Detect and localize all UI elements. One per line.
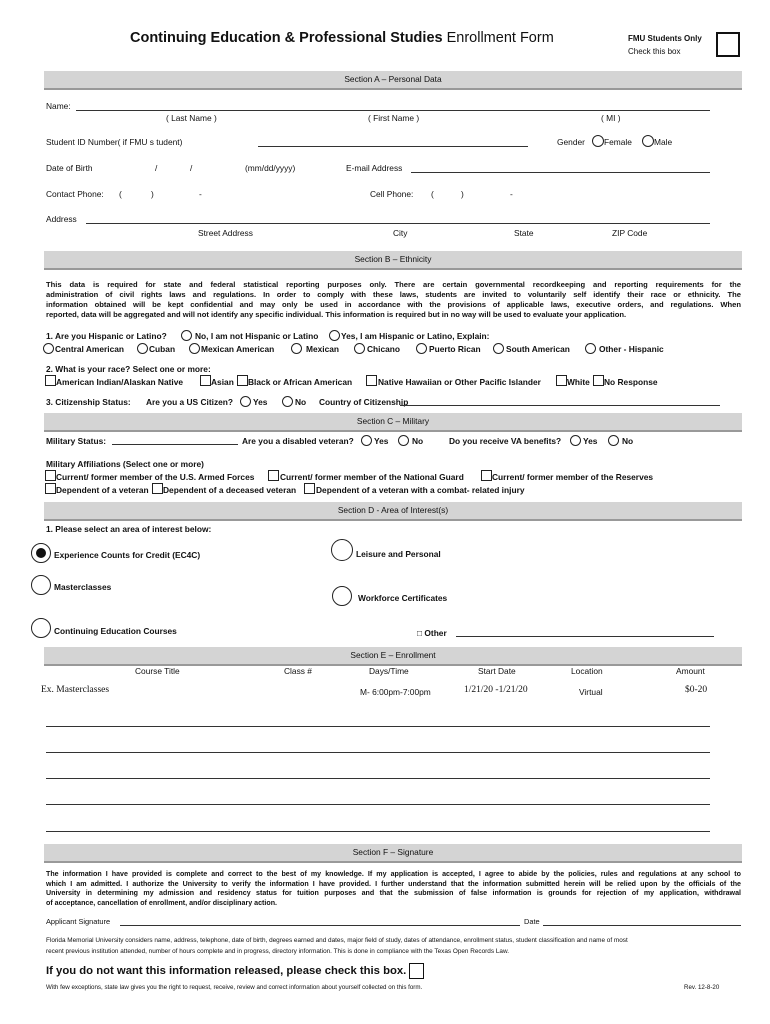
section-f-header: Section F – Signature bbox=[44, 844, 742, 863]
leisure-label: Leisure and Personal bbox=[356, 549, 441, 559]
armed-forces-label: Current/ former member of the U.S. Armed Forces bbox=[56, 472, 255, 482]
example-course-title: Ex. Masterclasses bbox=[41, 685, 110, 695]
mexican-label: Mexican bbox=[306, 344, 340, 354]
american-indian-checkbox[interactable] bbox=[45, 375, 56, 386]
veteran-no-label: No bbox=[412, 436, 424, 446]
col-location: Location bbox=[571, 666, 603, 676]
ec4c-label: Experience Counts for Credit (EC4C) bbox=[54, 550, 201, 560]
cell-phone-paren-open: ( bbox=[431, 189, 434, 199]
military-status-field[interactable] bbox=[112, 444, 238, 445]
native-hawaiian-label: Native Hawaiian or Other Pacific Islander bbox=[378, 377, 541, 387]
form-title-main: Continuing Education & Professional Studies bbox=[130, 30, 443, 46]
section-a-header: Section A – Personal Data bbox=[44, 71, 742, 90]
section-c-header: Section C – Military bbox=[44, 413, 742, 432]
directory-info-line-1: Florida Memorial University considers name, address, telephone, date of birth, degrees earned and dates, major field of study, dates of attendance, enrollment status, student classification and name of most bbox=[46, 937, 628, 944]
directory-info-line-2: recent previous institution attended, number of hours complete and in progress, directory information. This is done in compliance with the Texas Open Records Law. bbox=[46, 947, 509, 955]
veteran-yes-label: Yes bbox=[374, 436, 389, 446]
student-id-label: Student ID Number( if FMU s tudent) bbox=[46, 137, 183, 147]
last-name-caption: ( Last Name ) bbox=[166, 113, 217, 123]
asian-label: Asian bbox=[211, 377, 234, 387]
white-label: White bbox=[567, 377, 590, 387]
example-location: Virtual bbox=[579, 687, 603, 697]
chicano-radio[interactable] bbox=[354, 343, 365, 354]
continuing-ed-radio[interactable] bbox=[31, 618, 51, 638]
dependent-combat-label: Dependent of a veteran with a combat- related injury bbox=[316, 485, 525, 495]
dob-separator-2: / bbox=[190, 163, 193, 173]
col-class-number: Class # bbox=[284, 666, 312, 676]
example-start-date: 1/21/20 -1/21/20 bbox=[464, 685, 528, 695]
dependent-combat-checkbox[interactable] bbox=[304, 483, 315, 494]
veteran-yes-radio[interactable] bbox=[361, 435, 372, 446]
dependent-deceased-checkbox[interactable] bbox=[152, 483, 163, 494]
section-e-header: Section E – Enrollment bbox=[44, 647, 742, 666]
section-b-header: Section B – Ethnicity bbox=[44, 251, 742, 270]
workforce-label: Workforce Certificates bbox=[358, 593, 448, 603]
cell-phone-label: Cell Phone: bbox=[370, 189, 414, 199]
chicano-label: Chicano bbox=[367, 344, 401, 354]
citizen-no-label: No bbox=[295, 397, 307, 407]
south-american-radio[interactable] bbox=[493, 343, 504, 354]
ethnicity-intro-line-4: reported, data will be aggregated and will not identify any specific individual. This information is required but in no way will be used to evaluate your application. bbox=[46, 310, 627, 319]
black-checkbox[interactable] bbox=[237, 375, 248, 386]
interest-prompt: 1. Please select an area of interest below: bbox=[46, 524, 212, 534]
citizen-yes-radio[interactable] bbox=[240, 396, 251, 407]
male-radio[interactable] bbox=[642, 135, 654, 147]
first-name-caption: ( First Name ) bbox=[368, 113, 420, 123]
rights-text: With few exceptions, state law gives you the right to request, receive, review and correct information about yourself collected on this form. bbox=[46, 984, 423, 991]
va-yes-radio[interactable] bbox=[570, 435, 581, 446]
city-caption: City bbox=[393, 228, 408, 238]
citizen-yes-label: Yes bbox=[253, 397, 268, 407]
form-title bbox=[130, 30, 554, 46]
example-days-time: M- 6:00pm-7:00pm bbox=[360, 687, 431, 697]
other-hispanic-label: Other - Hispanic bbox=[599, 344, 664, 354]
asian-checkbox[interactable] bbox=[200, 375, 211, 386]
other-hispanic-radio[interactable] bbox=[585, 343, 596, 354]
mi-caption: ( MI ) bbox=[601, 113, 621, 123]
puerto-rican-radio[interactable] bbox=[416, 343, 427, 354]
email-label: E-mail Address bbox=[346, 163, 403, 173]
enrollment-row-5[interactable] bbox=[46, 831, 710, 832]
applicant-signature-label: Applicant Signature bbox=[46, 917, 111, 926]
email-field[interactable] bbox=[411, 172, 710, 173]
va-benefits-question: Do you receive VA benefits? bbox=[449, 436, 562, 446]
signature-statement-line-2: which I am admitted. I authorize the University to verify the information I have provided. I further understand that the information submitted herein will be relied upon by the officials of the bbox=[46, 879, 741, 888]
masterclasses-radio[interactable] bbox=[31, 575, 51, 595]
disabled-veteran-question: Are you a disabled veteran? bbox=[242, 436, 354, 446]
armed-forces-checkbox[interactable] bbox=[45, 470, 56, 481]
dependent-veteran-label: Dependent of a veteran bbox=[56, 485, 149, 495]
student-id-field[interactable] bbox=[258, 146, 528, 147]
country-field[interactable] bbox=[400, 405, 720, 406]
col-days-time: Days/Time bbox=[369, 666, 409, 676]
contact-phone-dash: - bbox=[199, 189, 202, 199]
not-hispanic-label: No, I am not Hispanic or Latino bbox=[195, 331, 319, 341]
enrollment-row-1[interactable] bbox=[46, 726, 710, 727]
native-hawaiian-checkbox[interactable] bbox=[366, 375, 377, 386]
cuban-label: Cuban bbox=[149, 344, 176, 354]
gender-label: Gender bbox=[557, 137, 585, 147]
contact-phone-label: Contact Phone: bbox=[46, 189, 104, 199]
zip-caption: ZIP Code bbox=[612, 228, 648, 238]
central-american-label: Central American bbox=[55, 344, 125, 354]
dependent-veteran-checkbox[interactable] bbox=[45, 483, 56, 494]
mexican-american-label: Mexican American bbox=[201, 344, 275, 354]
street-caption: Street Address bbox=[198, 228, 253, 238]
no-response-label: No Response bbox=[604, 377, 658, 387]
cell-phone-paren-close: ) bbox=[461, 189, 464, 199]
reserves-label: Current/ former member of the Reserves bbox=[492, 472, 654, 482]
applicant-signature-field[interactable] bbox=[120, 925, 520, 926]
american-indian-label: American Indian/Alaskan Native bbox=[56, 377, 184, 387]
other-interest-label: □ Other bbox=[417, 628, 447, 638]
female-radio[interactable] bbox=[592, 135, 604, 147]
male-label: Male bbox=[654, 137, 673, 147]
not-hispanic-radio[interactable] bbox=[181, 330, 192, 341]
ethnicity-intro-line-1: This data is required for state and federal statistical reporting purposes only. There are certain governmental recordkeeping and reporting requirements for the bbox=[46, 280, 741, 289]
name-field[interactable] bbox=[76, 110, 710, 111]
hispanic-yes-radio[interactable] bbox=[329, 330, 340, 341]
national-guard-checkbox[interactable] bbox=[268, 470, 279, 481]
col-amount: Amount bbox=[676, 666, 705, 676]
hispanic-yes-label: Yes, I am Hispanic or Latino, Explain: bbox=[341, 331, 490, 341]
cell-phone-dash: - bbox=[510, 189, 513, 199]
other-interest-field[interactable] bbox=[456, 636, 714, 637]
military-status-label: Military Status: bbox=[46, 436, 107, 446]
citizenship-label: 3. Citizenship Status: bbox=[46, 397, 131, 407]
fmu-students-label: FMU Students Only bbox=[628, 34, 702, 43]
signature-date-label: Date bbox=[524, 917, 540, 926]
dob-label: Date of Birth bbox=[46, 163, 93, 173]
va-no-label: No bbox=[622, 436, 634, 446]
continuing-ed-label: Continuing Education Courses bbox=[54, 626, 177, 636]
ec4c-selected-dot bbox=[36, 548, 46, 558]
form-title-suffix: Enrollment Form bbox=[442, 30, 554, 46]
section-d-header: Section D - Area of Interest(s) bbox=[44, 502, 742, 521]
ethnicity-intro-line-3: information obtained will be kept confidential and may only be used in accordance with the provisions of applicable laws, executive orders, and regulations. When bbox=[46, 300, 741, 309]
va-no-radio[interactable] bbox=[608, 435, 619, 446]
mexican-radio[interactable] bbox=[291, 343, 302, 354]
address-field[interactable] bbox=[86, 223, 710, 224]
contact-phone-paren-close: ) bbox=[151, 189, 154, 199]
black-label: Black or African American bbox=[248, 377, 353, 387]
veteran-no-radio[interactable] bbox=[398, 435, 409, 446]
citizen-no-radio[interactable] bbox=[282, 396, 293, 407]
fmu-check-label: Check this box bbox=[628, 47, 681, 56]
release-opt-out-label: If you do not want this information released, please check this box. bbox=[46, 965, 407, 977]
signature-statement-line-3: University in determining my admission and residency status for tuition purposes and that the submission of false information is grounds for rejection of my application, withdrawal bbox=[46, 889, 741, 898]
enrollment-row-2[interactable] bbox=[46, 752, 710, 753]
signature-statement bbox=[46, 870, 741, 908]
fmu-students-checkbox[interactable] bbox=[716, 32, 740, 57]
white-checkbox[interactable] bbox=[556, 375, 567, 386]
central-american-radio[interactable] bbox=[43, 343, 54, 354]
ec4c-radio[interactable] bbox=[31, 543, 51, 563]
ethnicity-intro bbox=[46, 280, 741, 320]
directory-info-text bbox=[46, 936, 746, 957]
signature-statement-line-1: The information I have provided is complete and correct to the best of my knowledge. If my application is accepted, I agree to abide by the policies, rules and regulations at any school to bbox=[46, 870, 741, 878]
ethnicity-intro-line-2: administration of civil rights laws and regulations. In order to comply with these laws, students are invited to voluntarily self identify their race or ethnicity. The bbox=[46, 290, 741, 299]
female-label: Female bbox=[604, 137, 632, 147]
release-opt-out-checkbox[interactable] bbox=[409, 963, 424, 979]
masterclasses-label: Masterclasses bbox=[54, 582, 112, 592]
puerto-rican-label: Puerto Rican bbox=[429, 344, 481, 354]
dob-format: (mm/dd/yyyy) bbox=[245, 163, 296, 173]
example-amount: $0-20 bbox=[685, 685, 708, 695]
col-course-title: Course Title bbox=[135, 666, 180, 676]
leisure-radio[interactable] bbox=[331, 539, 353, 561]
dependent-deceased-label: Dependent of a deceased veteran bbox=[163, 485, 297, 495]
mexican-american-radio[interactable] bbox=[189, 343, 200, 354]
address-label: Address bbox=[46, 214, 77, 224]
signature-statement-line-4: of acceptance, cancellation of enrollment, and/or disciplinary action. bbox=[46, 898, 277, 907]
hispanic-question: 1. Are you Hispanic or Latino? bbox=[46, 331, 167, 341]
national-guard-label: Current/ former member of the National Guard bbox=[280, 472, 464, 482]
dob-separator-1: / bbox=[155, 163, 158, 173]
workforce-radio[interactable] bbox=[332, 586, 352, 606]
signature-date-field[interactable] bbox=[543, 925, 741, 926]
revision-label: Rev. 12-8-20 bbox=[684, 984, 720, 991]
contact-phone-paren-open: ( bbox=[119, 189, 122, 199]
us-citizen-question: Are you a US Citizen? bbox=[146, 397, 234, 407]
military-affiliations-label: Military Affiliations (Select one or more) bbox=[46, 459, 204, 469]
reserves-checkbox[interactable] bbox=[481, 470, 492, 481]
south-american-label: South American bbox=[506, 344, 570, 354]
cuban-radio[interactable] bbox=[137, 343, 148, 354]
no-response-checkbox[interactable] bbox=[593, 375, 604, 386]
enrollment-row-4[interactable] bbox=[46, 804, 710, 805]
state-caption: State bbox=[514, 228, 534, 238]
va-yes-label: Yes bbox=[583, 436, 598, 446]
name-label: Name: bbox=[46, 101, 71, 111]
country-label: Country of Citizenship bbox=[319, 397, 409, 407]
race-question: 2. What is your race? Select one or more: bbox=[46, 364, 211, 374]
enrollment-row-3[interactable] bbox=[46, 778, 710, 779]
col-start-date: Start Date bbox=[478, 666, 516, 676]
